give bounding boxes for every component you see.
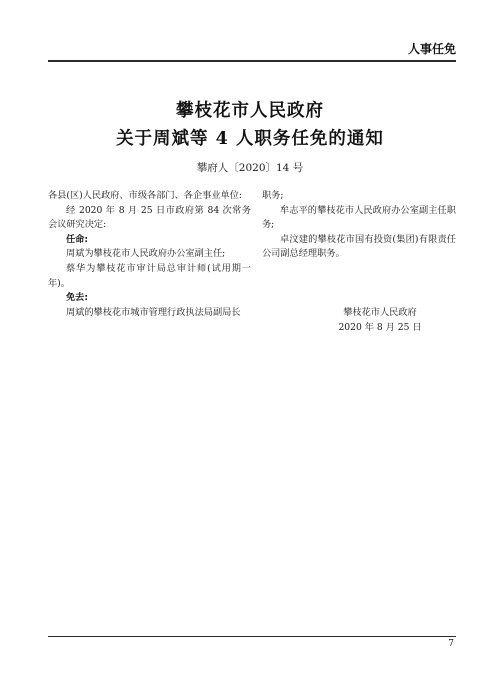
body-left-column <box>48 189 251 320</box>
removal-heading: 免去: <box>66 292 89 304</box>
footer-divider <box>48 636 456 637</box>
doc-title-line-2: 关于周斌等 4 人职务任免的通知 <box>116 129 384 149</box>
section-header: 人事任免 <box>407 42 456 56</box>
removal-1-end: 职务; <box>262 190 284 201</box>
page-number: 7 <box>448 639 454 649</box>
salutation: 各县(区)人民政府、市级各部门、各企事业单位: <box>48 190 243 201</box>
signature-date: 2020 年 8 月 25 日 <box>338 321 422 333</box>
signature-block <box>320 306 440 335</box>
appoint-heading: 任命: <box>66 233 89 245</box>
meeting-decision: 经 2020 年 8 月 25 日市政府第 84 次常务会议研究决定: <box>48 204 251 231</box>
removal-2: 牟志平的攀枝花市人民政府办公室副主任职务; <box>262 204 456 231</box>
signature-org: 攀枝花市人民政府 <box>343 307 417 318</box>
body-right-column <box>262 189 456 262</box>
removal-3: 卓汶建的攀枝花市国有投资(集团)有限责任公司副总经理职务。 <box>262 233 456 260</box>
doc-title-line-1: 攀枝花市人民政府 <box>176 101 324 121</box>
appointment-2: 蔡华为攀枝花市审计局总审计师(试用期一年)。 <box>48 262 251 289</box>
appointment-1: 周斌为攀枝花市人民政府办公室副主任; <box>66 248 226 260</box>
removal-1-start: 周斌的攀枝花市城市管理行政执法局副局长 <box>66 306 241 318</box>
header-divider <box>48 60 456 62</box>
document-number: 攀府人〔2020〕14 号 <box>196 162 304 174</box>
